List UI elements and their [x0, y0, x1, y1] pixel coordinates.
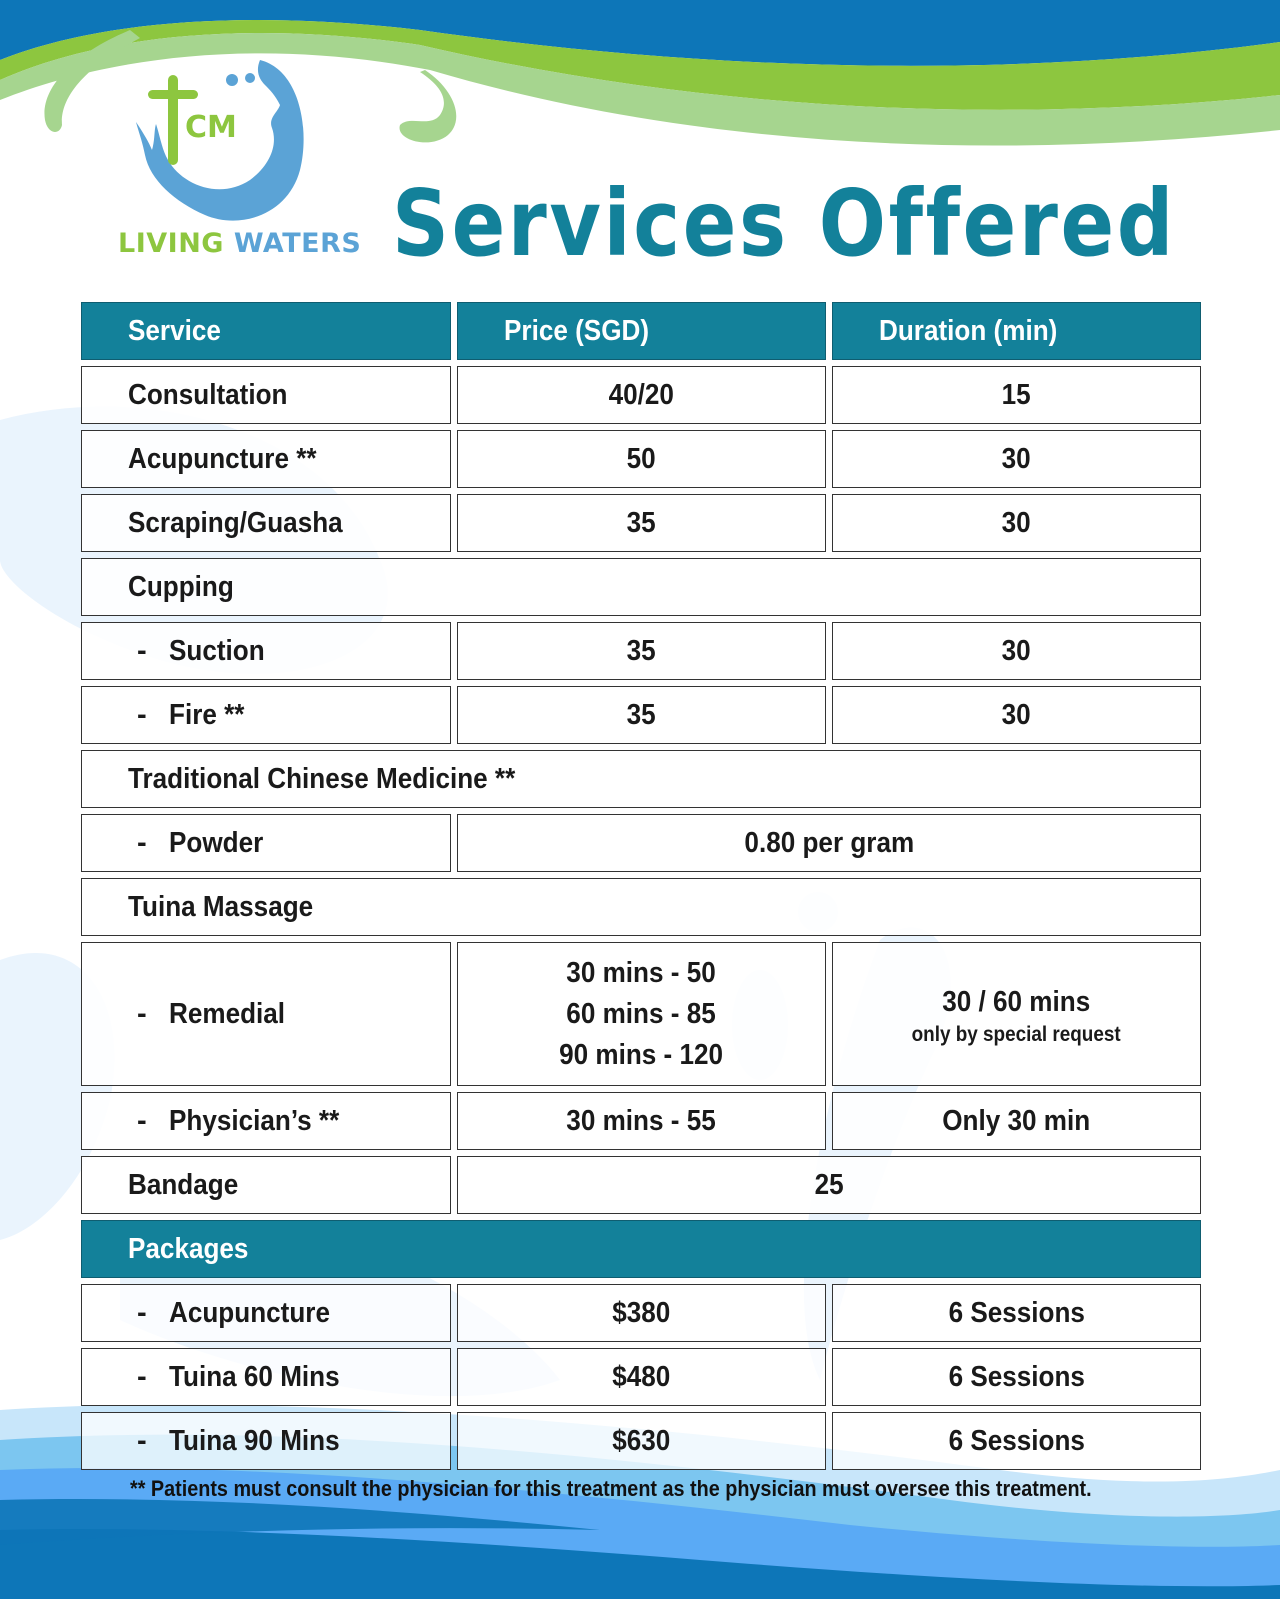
table-section-row: [81, 558, 1201, 616]
package-price: $380: [457, 1284, 826, 1342]
package-sessions: 6 Sessions: [832, 1348, 1201, 1406]
service-duration: 30: [832, 622, 1201, 680]
section-title: Cupping: [81, 558, 1201, 616]
package-name: - Tuina 90 Mins: [81, 1412, 451, 1470]
service-price: 40/20: [457, 366, 826, 424]
service-price: 35: [457, 494, 826, 552]
service-duration: 30: [832, 430, 1201, 488]
header-service: Service: [81, 302, 451, 360]
service-duration: Only 30 min: [832, 1092, 1201, 1150]
package-price: $630: [457, 1412, 826, 1470]
header-duration: Duration (min): [832, 302, 1201, 360]
services-table: [81, 302, 1201, 1476]
service-price: 35: [457, 686, 826, 744]
package-sessions: 6 Sessions: [832, 1284, 1201, 1342]
package-name: - Acupuncture: [81, 1284, 451, 1342]
service-name: Bandage: [81, 1156, 451, 1214]
footnote: ** Patients must consult the physician for this treatment as the physician must oversee this treatment.: [130, 1476, 1092, 1501]
service-price: 0.80 per gram: [457, 814, 1201, 872]
service-name: - Remedial: [81, 942, 451, 1086]
service-price: 30 mins - 55: [457, 1092, 826, 1150]
header-price: Price (SGD): [457, 302, 826, 360]
packages-title: Packages: [81, 1220, 1201, 1278]
service-price: 30 mins - 50 60 mins - 85 90 mins - 120: [457, 942, 826, 1086]
package-row: [81, 1348, 1201, 1406]
table-row: [81, 430, 1201, 488]
table-row: [81, 494, 1201, 552]
duration-note: only by special request: [911, 1022, 1122, 1046]
service-price: 25: [457, 1156, 1201, 1214]
package-row: [81, 1412, 1201, 1470]
service-price: 50: [457, 430, 826, 488]
table-header-row: [81, 302, 1201, 360]
service-name: - Fire **: [81, 686, 451, 744]
packages-header-row: [81, 1220, 1201, 1278]
logo-mark-text: CM: [185, 110, 237, 145]
table-row: [81, 1092, 1201, 1150]
service-name: - Powder: [81, 814, 451, 872]
page-title: Services Offered: [392, 170, 1176, 277]
package-name: - Tuina 60 Mins: [81, 1348, 451, 1406]
section-title: Tuina Massage: [81, 878, 1201, 936]
table-row: [81, 686, 1201, 744]
table-row: [81, 1156, 1201, 1214]
brand-name-part2: WATERS: [233, 228, 362, 259]
service-duration: 30: [832, 494, 1201, 552]
table-row: [81, 366, 1201, 424]
section-title: Traditional Chinese Medicine **: [81, 750, 1201, 808]
package-sessions: 6 Sessions: [832, 1412, 1201, 1470]
brand-name-part1: LIVING: [118, 228, 224, 259]
service-price: 35: [457, 622, 826, 680]
table-row: [81, 622, 1201, 680]
service-duration: 15: [832, 366, 1201, 424]
service-name: Scraping/Guasha: [81, 494, 451, 552]
table-row: [81, 814, 1201, 872]
service-name: Acupuncture **: [81, 430, 451, 488]
service-duration: 30 / 60 mins only by special request: [832, 942, 1201, 1086]
table-section-row: [81, 750, 1201, 808]
service-name: Consultation: [81, 366, 451, 424]
package-price: $480: [457, 1348, 826, 1406]
service-name: - Physician’s **: [81, 1092, 451, 1150]
table-section-row: [81, 878, 1201, 936]
package-row: [81, 1284, 1201, 1342]
brand-name: [118, 228, 361, 259]
service-duration: 30: [832, 686, 1201, 744]
service-name: - Suction: [81, 622, 451, 680]
table-row: [81, 942, 1201, 1086]
